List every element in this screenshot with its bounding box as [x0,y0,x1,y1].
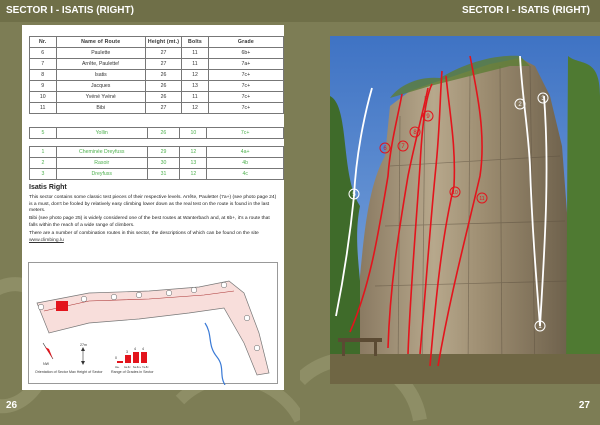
orientation-label: Orientation of Sector [35,370,68,374]
stream-line [205,323,225,385]
svg-text:10: 10 [452,190,458,196]
cell-height: 27 [145,59,181,70]
range-grade-3: 7a-8c [142,366,149,369]
col-header-name: Name of Route [56,37,145,48]
cell-height: 26 [147,128,180,139]
cell-bolts: 13 [182,81,209,92]
range-grade-2: 6a-6c+ [133,366,142,369]
website-link[interactable]: www.climbing.lu [29,238,64,244]
section-title: Isatis Right [29,184,67,191]
cell-name: Dreyfuss [56,169,147,180]
cell-height: 26 [145,92,181,103]
cell-nr: 5 [30,128,57,139]
height-label: Max Height of Sector [69,370,103,374]
table-green-row [30,158,284,169]
range-grade-1: 4a-6c [124,366,131,369]
table-row [30,81,284,92]
cell-grade: 6b+ [208,48,283,59]
cell-grade: 4b [207,158,284,169]
svg-text:2: 2 [518,102,522,108]
height-value: 27m [80,343,87,347]
svg-text:1: 1 [538,324,542,330]
cell-name: Jacques [56,81,145,92]
svg-text:3: 3 [541,96,545,102]
cell-grade: 7c+ [208,92,283,103]
table-row [30,48,284,59]
cell-bolts: 10 [180,128,207,139]
rock-face [360,58,570,384]
cell-height: 26 [145,70,181,81]
cell-nr: 10 [30,92,57,103]
svg-text:5: 5 [352,192,356,198]
table-header-row [30,37,284,48]
page-header: SECTOR I - ISATIS (RIGHT) [0,0,300,22]
table-row [30,103,284,114]
range-level-2: 4 [134,347,136,351]
range-level-0: 0 [115,356,117,360]
cell-height: 31 [147,169,180,180]
cell-bolts: 11 [182,92,209,103]
col-header-nr: Nr. [30,37,57,48]
height-icon [81,347,85,365]
cell-nr: 6 [30,48,57,59]
table-row [30,59,284,70]
cell-name: Isatis [56,70,145,81]
page-number: 27 [578,400,590,411]
cell-grade: 7c+ [208,70,283,81]
cell-height: 27 [145,103,181,114]
routes-table-green-b [29,146,284,180]
cell-bolts: 12 [180,147,207,158]
svg-text:9: 9 [426,114,430,120]
svg-text:6: 6 [383,146,387,152]
cell-height: 27 [145,48,181,59]
col-header-height: Height (mt.) [145,37,181,48]
crag-outline [37,281,269,375]
paragraph-1: This sector contains some classic test pieces of their respective levels. Arrête, Paulette! (7a+) (see photo page 24) is a must, don't be fooled by relatively easy climbing lower down as the real test on the route is found in the last meters. [29,195,277,214]
col-header-grade: Grade [208,37,283,48]
cell-bolts: 12 [182,103,209,114]
cell-nr: 7 [30,59,57,70]
content-panel [22,25,284,390]
sector-highlight [56,301,68,311]
sector-map-drawing [29,263,279,385]
cell-name: Paulette [56,48,145,59]
paragraph-3: There are a number of combination routes in this sector, the descriptions of which can be found on the site [29,230,259,236]
page-header: SECTOR I - ISATIS (RIGHT) [300,0,600,22]
cell-height: 26 [145,81,181,92]
cell-grade: 7a+ [208,59,283,70]
cell-name: Bibi [56,103,145,114]
cell-height: 30 [147,158,180,169]
cell-grade: 7c+ [207,128,284,139]
col-header-bolts: Bolts [182,37,209,48]
table-row [30,70,284,81]
cell-bolts: 11 [182,59,209,70]
cell-name: Yollin [56,128,147,139]
routes-table-green-a [29,127,284,139]
cell-name: Arrête, Paulette! [56,59,145,70]
cell-grade: 4a+ [207,147,284,158]
cell-nr: 11 [30,103,57,114]
trees-right [566,56,600,384]
cell-bolts: 13 [180,158,207,169]
description-text [29,195,279,245]
cell-name: Cheminée Dreyfuss [56,147,147,158]
table-green-row [30,147,284,158]
cell-nr: 9 [30,81,57,92]
range-label: Range of Grades in Sector [111,370,154,374]
table-green-row [30,128,284,139]
svg-text:7: 7 [401,144,405,150]
cell-name: Yvéné Yvéné [56,92,145,103]
ground [330,354,600,384]
cell-grade: 4c [207,169,284,180]
cell-bolts: 12 [180,169,207,180]
grade-range-bars [117,352,147,363]
table-row [30,92,284,103]
routes-table [29,36,284,114]
svg-text:NW: NW [43,362,49,366]
svg-text:8: 8 [413,130,417,136]
bench [338,338,382,342]
cell-grade: 7c+ [208,81,283,92]
cell-nr: 1 [30,147,57,158]
range-grade-0: 3a+ [115,366,120,369]
range-level-1: 3 [126,350,128,354]
topo-drawing [330,36,600,384]
orientation-icon [43,343,53,366]
cell-nr: 2 [30,158,57,169]
page-number: 26 [6,400,18,411]
right-page [300,0,600,425]
sector-map [28,262,278,384]
cell-nr: 8 [30,70,57,81]
cell-bolts: 12 [182,70,209,81]
table-green-row [30,169,284,180]
cell-bolts: 11 [182,48,209,59]
paragraph-2: Bibi (see photo page 25) is widely considered one of the best routes at Wanterbach and, at 6b+, it's a route that falls within the reach of a wide range of climbers. [29,216,270,228]
cell-nr: 3 [30,169,57,180]
topo-photo [330,36,600,384]
cell-height: 29 [147,147,180,158]
range-level-3: 4 [142,347,144,351]
cell-name: Rasoir [56,158,147,169]
svg-text:11: 11 [479,196,485,202]
cell-grade: 7c+ [208,103,283,114]
